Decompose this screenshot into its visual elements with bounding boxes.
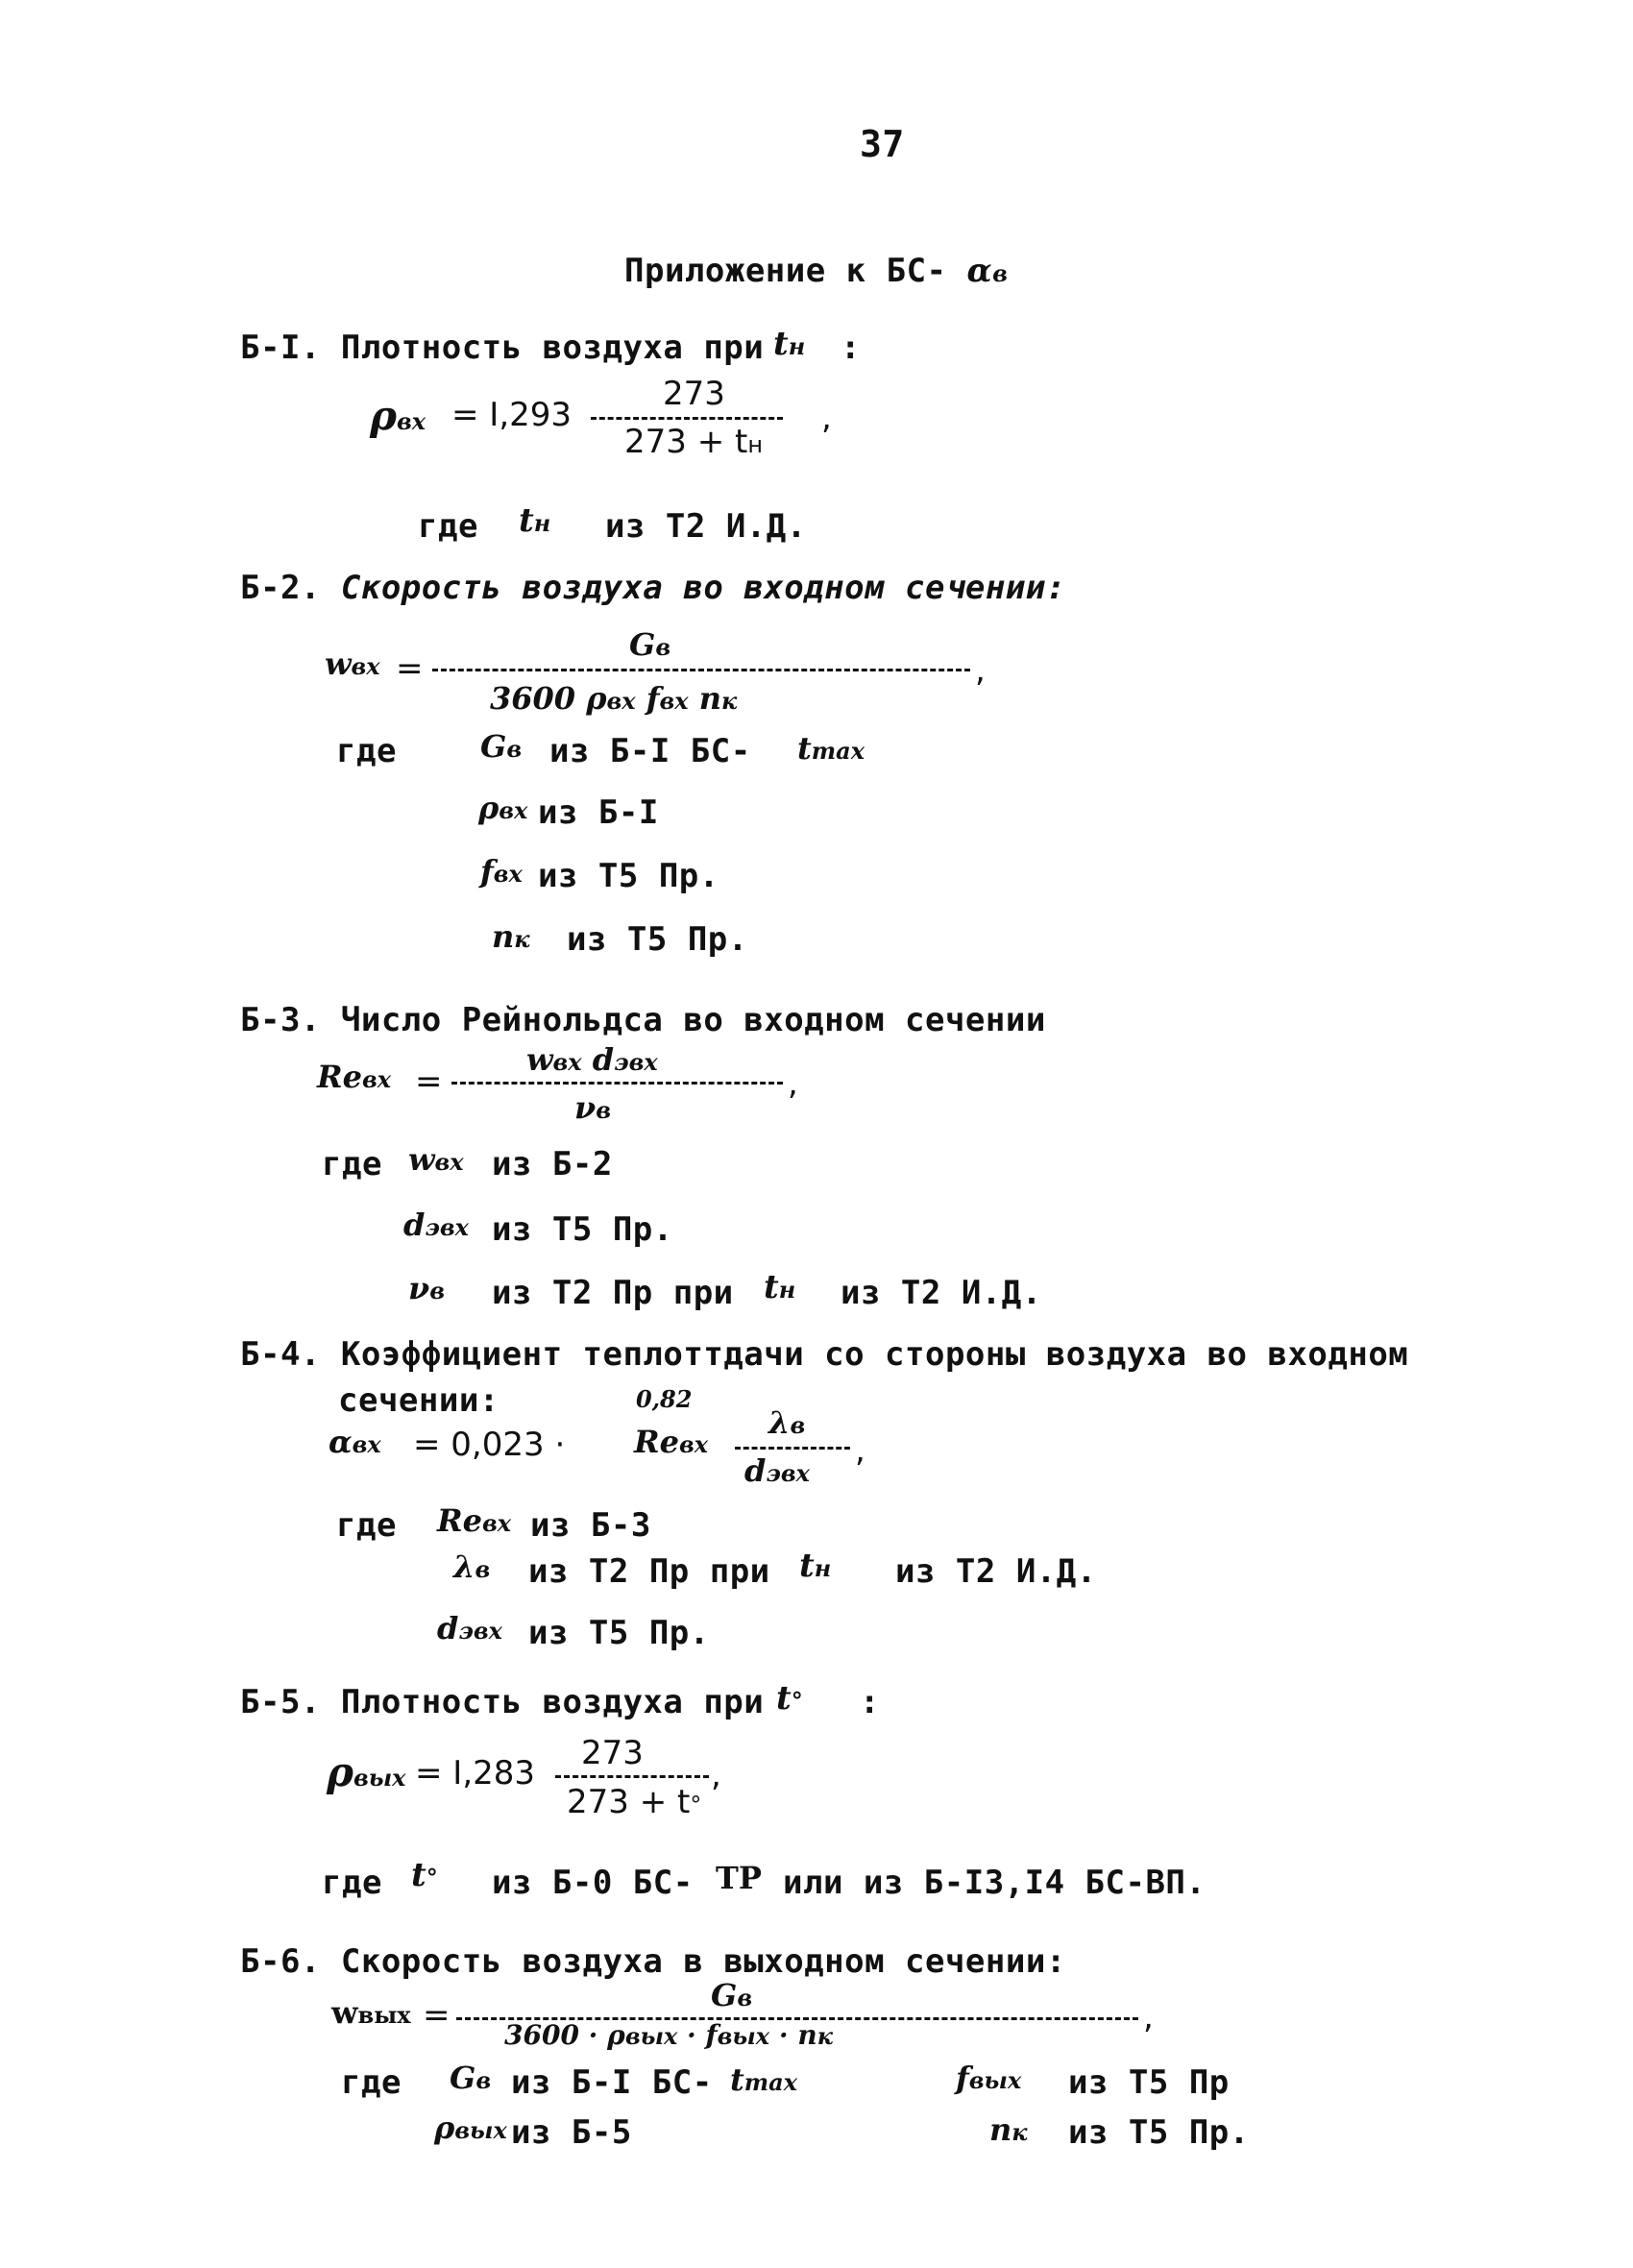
b5-comma: , — [711, 1756, 721, 1794]
b6-r1-var: Gв — [450, 2060, 492, 2096]
b4-r2-src2: из Т2 И.Д. — [895, 1552, 1097, 1591]
b2-fraction-bar — [432, 669, 970, 671]
b4-text: Коэффициент теплоттдачи со стороны воздуха во входном — [340, 1335, 1409, 1374]
b6-r1-src: из Б-I БС- — [511, 2063, 713, 2102]
b1-where-src: из Т2 И.Д. — [605, 507, 807, 546]
b3-r2-var: dэвх — [403, 1207, 469, 1243]
b2-heading — [240, 569, 1066, 607]
appendix-symbol-sub: в — [992, 259, 1009, 287]
b4-num: λв — [768, 1404, 806, 1441]
b6-num: Gв — [711, 1977, 753, 2013]
appendix-symbol: α — [966, 252, 993, 290]
b5-heading — [240, 1683, 764, 1721]
b4-eq: = 0,023 · — [413, 1426, 566, 1464]
b6-r2-var: ρвых — [434, 2109, 507, 2146]
b6-lhs: wвых — [331, 1994, 411, 2031]
b3-fraction-bar — [451, 1082, 783, 1085]
b2-label: Б-2. — [240, 569, 321, 607]
b1-label: Б-I. — [240, 329, 321, 367]
b6-heading — [240, 1942, 1066, 1981]
b6-eq: = — [423, 1996, 451, 2035]
b1-heading — [240, 329, 764, 367]
b1-den: 273 + tн — [624, 423, 764, 461]
b2-r3-var: fвх — [480, 853, 523, 890]
b6-r3-var: fвых — [956, 2060, 1022, 2096]
b1-fraction-bar — [591, 417, 783, 420]
b5-where-src: из Б-0 БС- — [492, 1864, 694, 1902]
b2-eq: = — [396, 649, 424, 688]
b1-heading-var: tн — [773, 325, 806, 363]
b4-comma: , — [855, 1431, 865, 1470]
b4-where: где — [336, 1506, 397, 1545]
b4-re: Reвх — [634, 1424, 709, 1460]
b6-where: где — [341, 2063, 402, 2102]
b4-exp: 0,82 — [636, 1385, 693, 1413]
b4-den: dэвх — [744, 1452, 810, 1489]
b1-comma: , — [821, 399, 832, 437]
b3-den: νв — [574, 1089, 611, 1126]
b4-lhs: αвх — [329, 1424, 381, 1460]
b4-r2-var: λв — [453, 1549, 491, 1585]
b2-r4-var: nк — [492, 918, 530, 955]
b3-r1-var: wвх — [408, 1141, 464, 1178]
b1-num: 273 — [663, 375, 725, 413]
b3-comma: , — [788, 1064, 798, 1103]
appendix-title-text: Приложение к БС- — [624, 252, 947, 290]
b2-r1-src: из Б-I БС- — [549, 732, 751, 770]
b2-r2-src: из Б-I — [538, 793, 659, 832]
b3-r1-src: из Б-2 — [492, 1145, 613, 1183]
b5-text: Плотность воздуха при — [340, 1683, 765, 1721]
b4-fraction-bar — [735, 1447, 850, 1450]
b4-heading-line2: сечении: — [338, 1381, 500, 1420]
b5-where-src2: или из Б-I3,I4 БС-ВП. — [783, 1864, 1206, 1902]
b4-r1-src: из Б-3 — [530, 1506, 651, 1545]
b6-text: Скорость воздуха в выходном сечении: — [340, 1942, 1066, 1981]
b6-r4-var: nк — [989, 2111, 1028, 2148]
b5-coef: = I,283 — [415, 1754, 536, 1792]
b5-where: где — [322, 1864, 382, 1902]
page-number: 37 — [860, 123, 905, 165]
b1-where-var: tн — [519, 501, 551, 540]
b6-r3-src: из Т5 Пр — [1068, 2063, 1230, 2102]
b1-where: где — [418, 507, 478, 546]
b5-heading-var: t° — [776, 1679, 803, 1718]
b3-r2-src: из Т5 Пр. — [492, 1210, 673, 1249]
b3-label: Б-3. — [240, 1001, 321, 1039]
b4-r3-src: из Т5 Пр. — [528, 1614, 710, 1652]
b6-den: 3600 · ρвых · fвых · nк — [504, 2019, 833, 2051]
b5-where-tp: ТР — [716, 1860, 762, 1896]
b3-r3-t: tн — [764, 1268, 796, 1306]
b5-where-var: t° — [411, 1856, 438, 1894]
b3-r3-var: νв — [408, 1270, 445, 1306]
b5-num: 273 — [581, 1734, 644, 1772]
b3-heading — [240, 1001, 1046, 1039]
b3-r3-src: из Т2 Пр при — [492, 1274, 734, 1312]
b3-r3-src2: из Т2 И.Д. — [841, 1274, 1042, 1312]
b1-coef: = I,293 — [451, 396, 573, 434]
b6-label: Б-6. — [240, 1942, 321, 1981]
b1-lhs-rho: ρвх — [370, 392, 427, 439]
b1-text: Плотность воздуха при — [340, 329, 765, 367]
b2-r1-var: Gв — [480, 728, 523, 765]
b6-r2-src: из Б-5 — [511, 2113, 632, 2152]
b1-colon: : — [841, 329, 861, 367]
b5-colon: : — [860, 1683, 880, 1721]
b3-where: где — [322, 1145, 382, 1183]
b6-r4-src: из Т5 Пр. — [1068, 2113, 1250, 2152]
b5-lhs-rho: ρвых — [327, 1748, 406, 1795]
b5-fraction-bar — [555, 1775, 709, 1778]
appendix-title — [624, 252, 1008, 290]
b4-label: Б-4. — [240, 1335, 321, 1374]
b5-label: Б-5. — [240, 1683, 321, 1721]
b5-den: 273 + t° — [567, 1783, 702, 1821]
b2-r2-var: ρвх — [478, 790, 528, 826]
b4-r2-src: из Т2 Пр при — [528, 1552, 770, 1591]
b2-text: Скорость воздуха во входном сечении: — [340, 569, 1066, 607]
b2-comma: , — [975, 651, 986, 690]
b2-r3-src: из Т5 Пр. — [538, 857, 719, 895]
b4-r2-t: tн — [799, 1547, 832, 1585]
b3-lhs: Reвх — [317, 1059, 392, 1095]
b2-lhs: wвх — [325, 646, 380, 682]
b3-eq: = — [415, 1062, 443, 1101]
b4-heading — [240, 1335, 1408, 1374]
b6-r1-tmax: tmax — [730, 2061, 798, 2098]
b2-num: Gв — [629, 626, 671, 663]
b4-r1-var: Reвх — [437, 1502, 512, 1539]
b2-den: 3600 ρвх fвх nк — [490, 680, 738, 717]
b2-where: где — [336, 732, 397, 770]
b3-text: Число Рейнольдса во входном сечении — [340, 1001, 1046, 1039]
b2-r1-tmax: tmax — [797, 730, 865, 767]
b2-r4-src: из Т5 Пр. — [567, 920, 748, 959]
b4-r3-var: dэвх — [437, 1610, 502, 1646]
b6-comma: , — [1143, 1998, 1154, 2036]
b3-num: wвх dэвх — [526, 1041, 658, 1078]
